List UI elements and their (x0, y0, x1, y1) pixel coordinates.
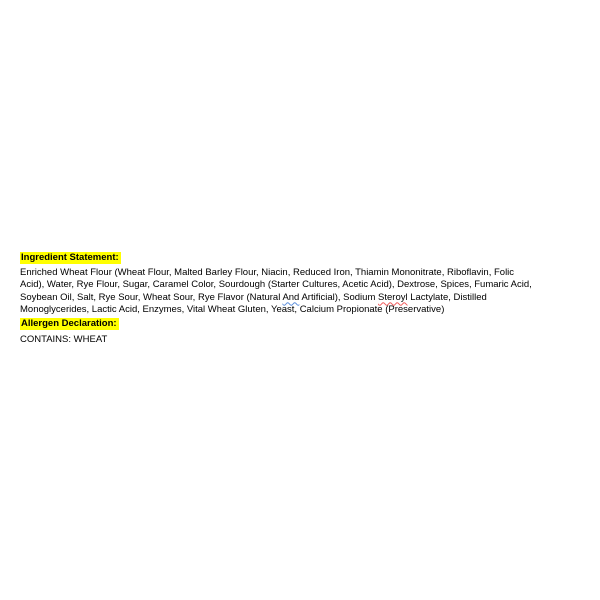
ingredient-text-segment: Lactylate, Distilled (407, 291, 487, 303)
label-copy-block (20, 252, 582, 346)
ingredient-line-4 (20, 304, 582, 316)
contains-statement: CONTAINS: WHEAT (20, 333, 108, 345)
spelling-flagged-word: Steroyl (378, 291, 408, 303)
grammar-flagged-word: And (282, 291, 300, 303)
ingredient-statement-heading-row (20, 252, 582, 264)
ingredient-statement-heading: Ingredient Statement: (21, 252, 119, 263)
allergen-declaration-heading: Allergen Declaration: (21, 318, 117, 330)
ingredient-text-segment: Monoglycerides, Lactic Acid, Enzymes, Vital Wheat Gluten, Yeast, Calcium Propionate (Preservative) (20, 304, 445, 316)
ingredient-line-3 (20, 292, 582, 304)
ingredient-text-segment: Artificial), Sodium (299, 291, 379, 303)
ingredient-text-segment: Acid), Water, Rye Flour, Sugar, Caramel Color, Sourdough (Starter Cultures, Acetic Acid), Dextrose, Spices, Fumaric Acid, (20, 279, 532, 291)
ingredient-text-segment: Enriched Wheat Flour (Wheat Flour, Malted Barley Flour, Niacin, Reduced Iron, Thiamin Mononitrate, Riboflavin, Folic (20, 267, 515, 278)
ingredient-line-2 (20, 279, 582, 291)
allergen-declaration-heading-row (20, 318, 582, 330)
ingredient-text-segment: Soybean Oil, Salt, Rye Sour, Wheat Sour, Rye Flavor (Natural (20, 291, 283, 303)
ingredient-paragraph (20, 267, 582, 316)
ingredient-line-1 (20, 267, 582, 279)
